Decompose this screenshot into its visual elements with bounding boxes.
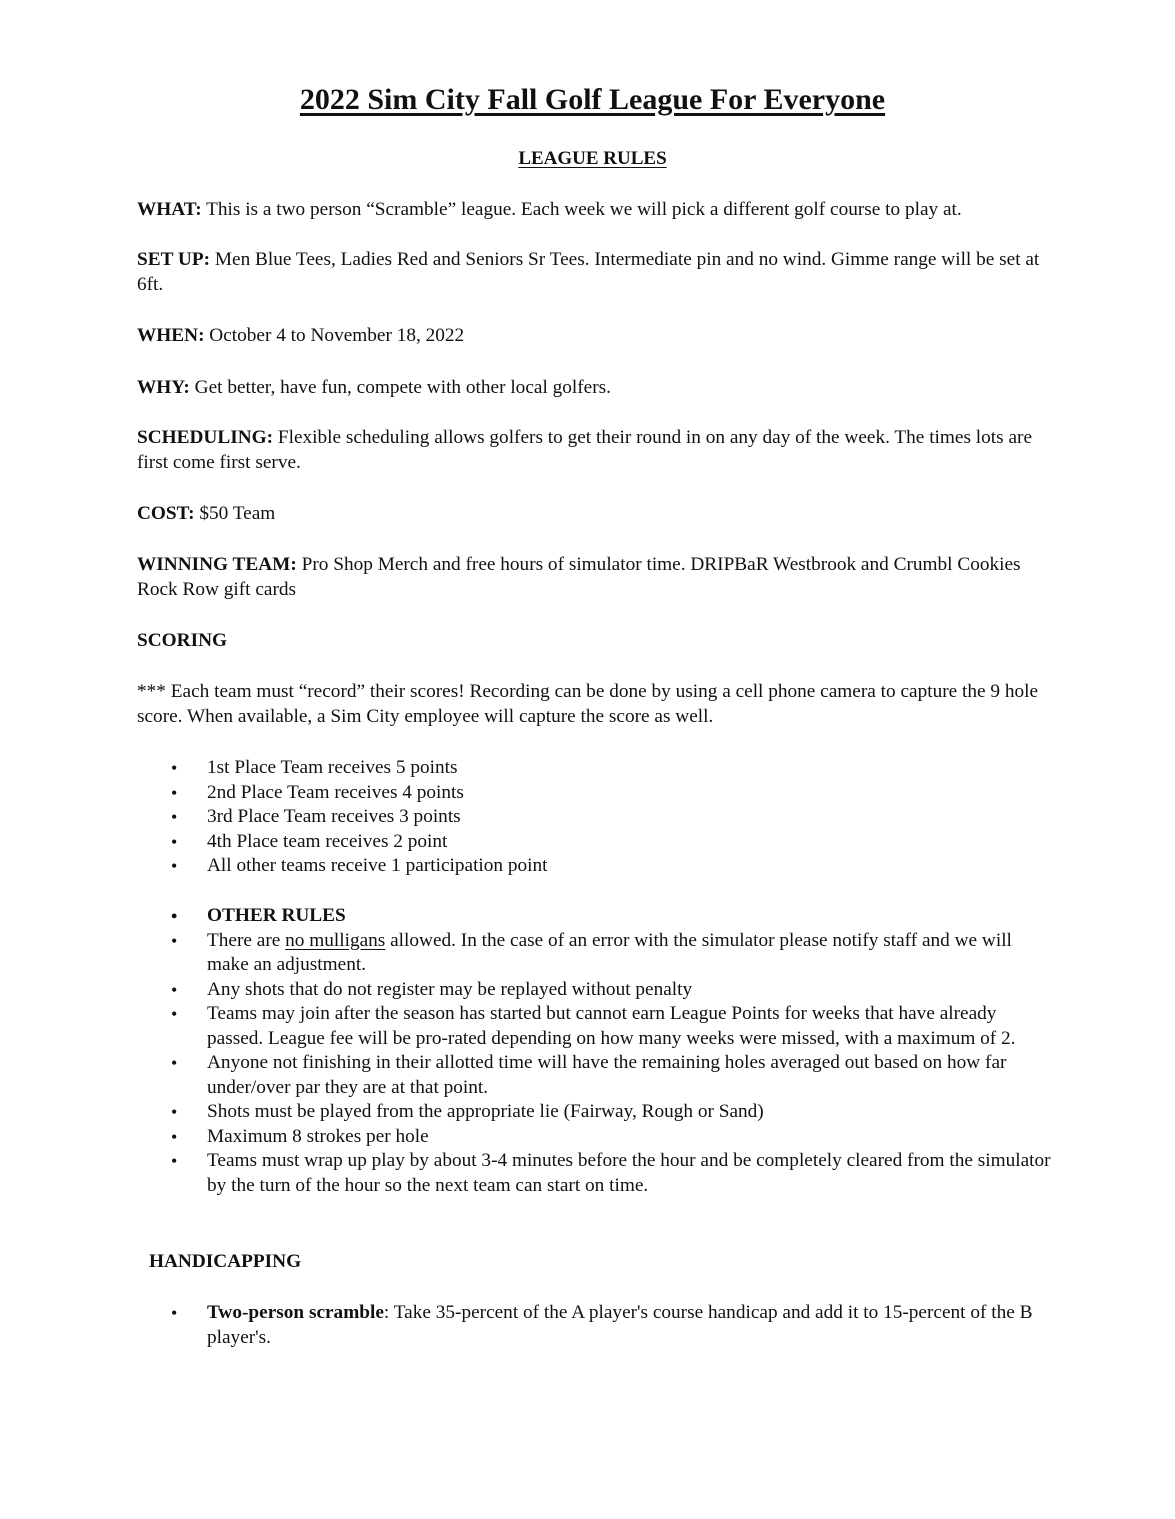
list-item (137, 1301, 1057, 1350)
list-item: • All other teams receive 1 participation point (137, 854, 1057, 879)
scoring-points-list (137, 756, 1057, 879)
scheduling-label: SCHEDULING: (137, 427, 274, 448)
list-item: • Any shots that do not register may be replayed without penalty (137, 978, 1057, 1003)
winning-team-label: WINNING TEAM: (137, 554, 297, 575)
no-mulligans-prefix: There are (207, 929, 286, 951)
other-rules-list (137, 904, 1057, 1198)
list-item: • 2nd Place Team receives 4 points (137, 781, 1057, 806)
what-text: This is a two person “Scramble” league. Each week we will pick a different golf course to play at. (201, 199, 962, 220)
list-item: • 3rd Place Team receives 3 points (137, 805, 1057, 830)
list-item: • 1st Place Team receives 5 points (137, 756, 1057, 781)
what-paragraph (137, 198, 1057, 223)
list-item (137, 929, 1057, 978)
winning-team-paragraph (137, 553, 1057, 602)
when-paragraph (137, 324, 1057, 349)
list-item: • Maximum 8 strokes per hole (137, 1125, 1057, 1150)
why-label: WHY: (137, 377, 190, 398)
no-mulligans-suffix: allowed. In the case of an error with the simulator please notify staff and we will make an adjustment. (207, 929, 1012, 975)
list-item: • Teams may join after the season has started but cannot earn League Points for weeks that have already passed. League fee will be pro-rated depending on how many weeks were missed, with a maximum of 2. (137, 1002, 1057, 1051)
other-rules-heading: • OTHER RULES (137, 904, 1057, 929)
list-item: • 4th Place team receives 2 point (137, 830, 1057, 855)
cost-label: COST: (137, 503, 195, 524)
two-person-scramble-label: Two-person scramble (207, 1302, 384, 1323)
cost-text: $50 Team (194, 503, 276, 524)
page-title: 2022 Sim City Fall Golf League For Everyone (299, 83, 886, 116)
why-paragraph (137, 376, 1057, 401)
when-text: October 4 to November 18, 2022 (204, 325, 465, 346)
list-item: • Shots must be played from the appropriate lie (Fairway, Rough or Sand) (137, 1100, 1057, 1125)
two-person-scramble-text: : Take 35-percent of the A player's course handicap and add it to 15-percent of the B player's. (207, 1302, 1033, 1348)
cost-paragraph (137, 502, 1057, 527)
scheduling-text: Flexible scheduling allows golfers to get their round in on any day of the week. The times lots are first come first serve. (137, 427, 1032, 473)
list-item: • Anyone not finishing in their allotted time will have the remaining holes averaged out based on how far under/over par they are at that point. (137, 1051, 1057, 1100)
scoring-note: *** Each team must “record” their scores! Recording can be done by using a cell phone camera to capture the 9 hole score. When available, a Sim City employee will capture the score as well. (137, 681, 1039, 727)
scoring-heading: SCORING (137, 630, 227, 651)
handicapping-list (137, 1301, 1057, 1350)
no-mulligans-underlined: no mulligans (285, 929, 386, 951)
league-rules-heading: LEAGUE RULES (518, 148, 667, 169)
list-item: • Teams must wrap up play by about 3-4 minutes before the hour and be completely cleared from the simulator by the turn of the hour so the next team can start on time. (137, 1149, 1057, 1198)
setup-label: SET UP: (137, 249, 211, 270)
what-label: WHAT: (137, 199, 202, 220)
when-label: WHEN: (137, 325, 205, 346)
setup-paragraph (137, 248, 1057, 297)
setup-text: Men Blue Tees, Ladies Red and Seniors Sr Tees. Intermediate pin and no wind. Gimme range will be set at 6ft. (137, 249, 1040, 295)
handicapping-heading: HANDICAPPING (149, 1251, 302, 1272)
scheduling-paragraph (137, 426, 1057, 475)
winning-team-text: Pro Shop Merch and free hours of simulator time. DRIPBaR Westbrook and Crumbl Cookies Rock Row gift cards (137, 554, 1021, 600)
why-text: Get better, have fun, compete with other local golfers. (189, 377, 611, 398)
